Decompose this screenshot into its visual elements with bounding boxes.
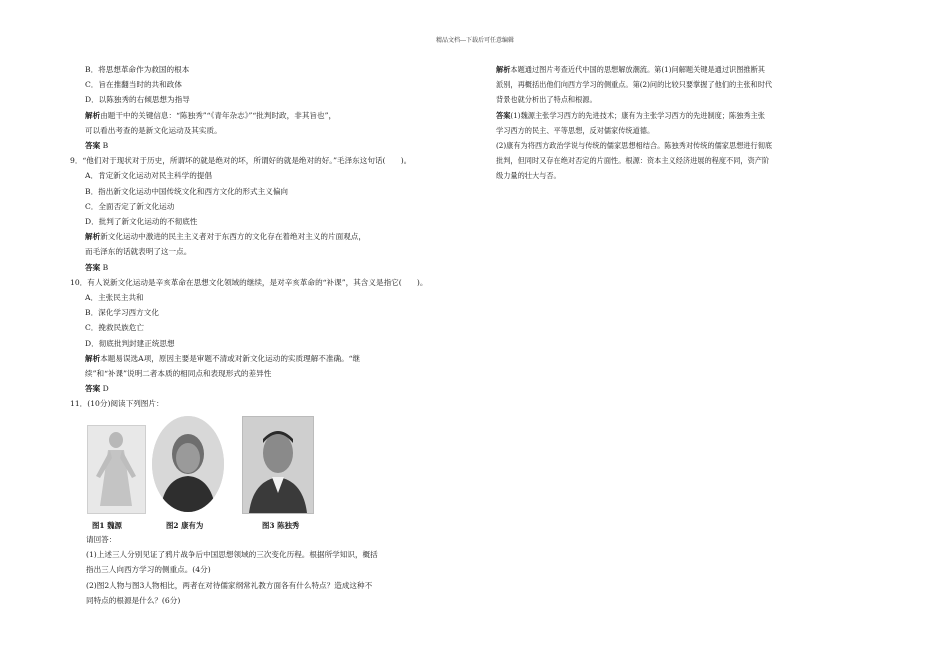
explanation-label: 解析 [496, 65, 511, 74]
explanation-text: 新文化运动中激进的民主主义者对于东西方的文化存在着绝对主义的片面观点， [100, 232, 366, 242]
q8-explanation-line-2: 可以看出考查的是新文化运动及其实质。 [85, 125, 222, 135]
q10-option-b: B．深化学习西方文化 [85, 308, 159, 318]
answer-text: (1)魏源主张学习西方的先进技术；康有为主张学习西方的先进制度；陈独秀主张 [510, 110, 765, 120]
q11-answer-line-3: (2)康有为将西方政治学说与传统的儒家思想相结合。陈独秀对传统的儒家思想进行彻底 [496, 141, 773, 151]
explanation-label: 解析 [85, 232, 101, 242]
q11-prompt: 请回答： [86, 535, 117, 544]
q10-option-a: A．主张民主共和 [85, 293, 144, 303]
q10-explanation-line-1 [70, 351, 420, 366]
portrait-kang-youwei-image [152, 416, 224, 512]
q9-explanation-line-1 [70, 229, 420, 244]
q10-explanation-line-2: 续”和“补课”说明二者本质的相同点和表现形式的差异性 [85, 369, 272, 379]
left-column [70, 62, 428, 412]
portrait-figures [86, 416, 326, 536]
caption-figure-3: 图3 陈独秀 [262, 521, 300, 530]
q10-answer [70, 381, 420, 396]
q11-answer-line-2: 学习西方的民主、平等思想，反对儒家传统道德。 [496, 125, 655, 135]
q8-option-d: D．以陈独秀的右倾思想为指导 [85, 95, 190, 105]
q10-stem: 10．有人说新文化运动是辛亥革命在思想文化领域的继续，是对辛亥革命的“补课”，其含义是指它( )。 [70, 277, 428, 287]
q9-option-c: C．全面否定了新文化运动 [85, 201, 175, 211]
answer-value: B [100, 262, 109, 272]
q8-option-b: B．将思想革命作为救国的根本 [85, 65, 190, 74]
oval-portrait-illustration [152, 416, 224, 512]
q11-explanation-line-2: 派别，再概括出他们向西方学习的侧重点。第(2)问的比较只要掌握了他们的主张和时代 [496, 80, 773, 90]
answer-value: B [100, 141, 109, 151]
q11-explanation-line-1 [496, 62, 826, 77]
photo-portrait-illustration [243, 417, 313, 513]
page-header: 精品文档---下载后可任意编辑 [435, 37, 515, 44]
q8-explanation-line-1 [70, 108, 420, 123]
q11-answer-line-5: 级力量的壮大与否。 [496, 171, 561, 181]
caption-figure-2: 图2 康有为 [166, 521, 204, 530]
q9-stem: 9．“他们对于现状对于历史，所谓坏的就是绝对的坏，所谓好的就是绝对的好。”毛泽东这句话( )。 [70, 156, 412, 166]
standing-figure-illustration [88, 426, 145, 513]
explanation-text: 由题干中的关键信息：“陈独秀”“《青年杂志》”“批判时政，非其旨也”， [100, 110, 337, 120]
explanation-label: 解析 [85, 110, 101, 120]
q11-questions [86, 532, 436, 608]
right-column [496, 62, 826, 184]
portrait-wei-yuan-image [87, 425, 146, 514]
q11-part2-line-1: (2)图2人物与图3人物相比，两者在对待儒家纲常礼教方面各有什么特点？造成这种不 [86, 580, 373, 590]
q11-part1-line-1: (1)上述三人分别见证了鸦片战争后中国思想领域的三次变化历程。根据所学知识，概括 [86, 550, 378, 560]
answer-label: 答案 [85, 141, 101, 151]
answer-label: 答案 [85, 262, 101, 272]
explanation-text: 本题通过图片考查近代中国的思想解放潮流。第(1)问解题关键是通过识图推断其 [510, 65, 765, 74]
q9-explanation-line-2: 而毛泽东的话就表明了这一点。 [85, 247, 192, 257]
answer-label: 答案 [85, 384, 101, 394]
q9-option-d: D．批判了新文化运动的不彻底性 [85, 217, 198, 227]
q10-option-c: C．挽救民族危亡 [85, 323, 144, 333]
q11-part1-line-2: 指出三人向西方学习的侧重点。(4分) [86, 565, 211, 575]
q11-stem: 11．(10分)阅读下列图片： [70, 399, 164, 409]
explanation-label: 解析 [85, 353, 101, 363]
q11-answer-line-1 [496, 108, 826, 123]
q11-explanation-line-3: 背景也就分析出了特点和根源。 [496, 95, 597, 105]
q9-option-a: A．肯定新文化运动对民主科学的提倡 [85, 171, 212, 181]
answer-label: 答案 [496, 110, 511, 120]
answer-value: D [100, 384, 109, 394]
q9-answer [70, 260, 420, 275]
q8-answer [70, 138, 420, 153]
explanation-text: 本题易误选A项，原因主要是审题不清或对新文化运动的实质理解不准确。“继 [100, 353, 361, 363]
q11-answer-line-4: 批判，但同时又存在绝对否定的片面性。根源：资本主义经济进展的程度不同，资产阶 [496, 156, 770, 166]
portrait-chen-duxiu-image [242, 416, 314, 514]
q11-part2-line-2: 同特点的根源是什么？(6分) [86, 595, 181, 605]
caption-figure-1: 图1 魏源 [92, 521, 122, 530]
q8-option-c: C．旨在推翻当时的共和政体 [85, 80, 182, 90]
q10-option-d: D．彻底批判封建正统思想 [85, 338, 175, 348]
q9-option-b: B．指出新文化运动中国传统文化和西方文化的形式主义偏向 [85, 186, 289, 196]
